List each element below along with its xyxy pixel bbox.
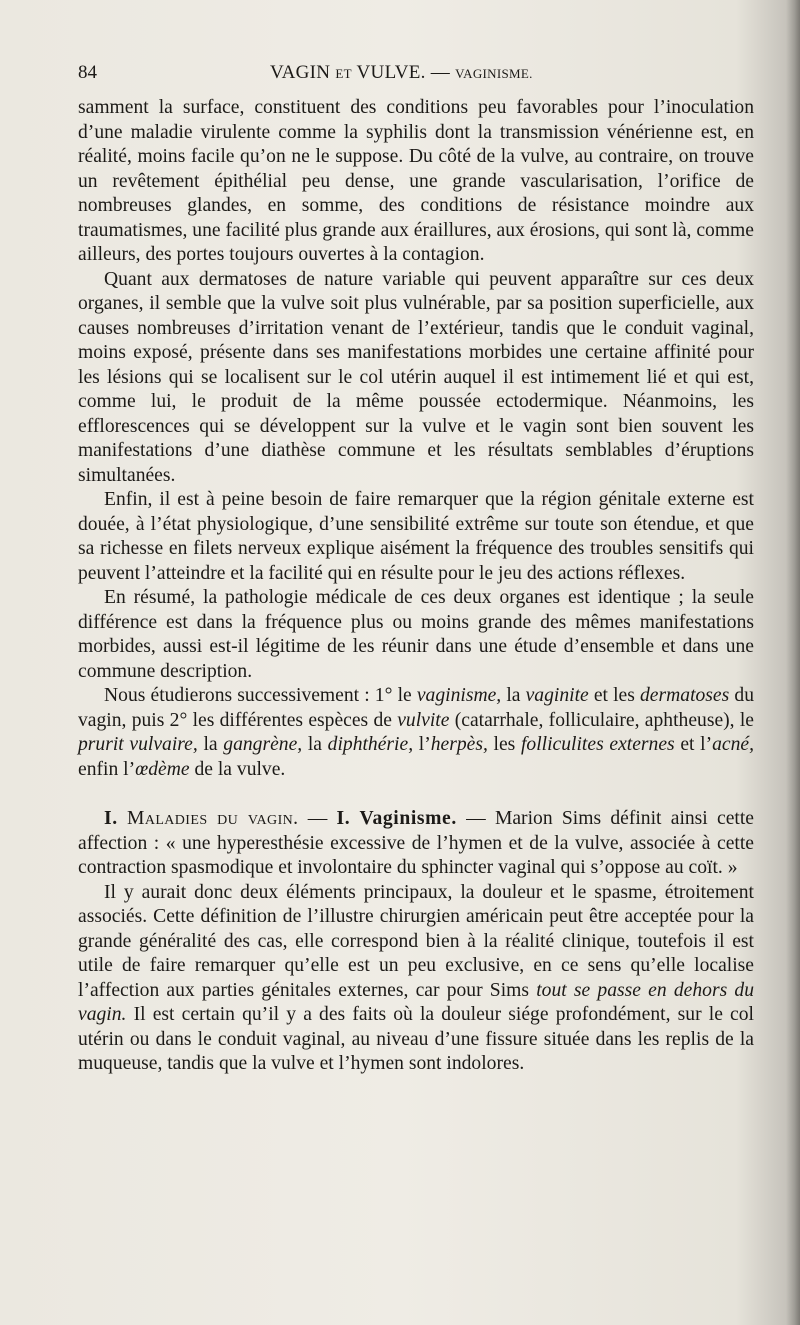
- paragraph-1: samment la surface, constituent des conditions peu favorables pour l’inoculation d’une maladie virulente comme la syphilis dont la transmission vénérienne est, en réalité, moins facile qu’on ne le suppose. Du côté de la vulve, au contraire, on trouve un revêtement épithélial peu dense, une grande vascularisation, l’orifice de nombreuses glandes, en somme, des conditions de résistance moindre aux traumatismes, une facilité plus grande aux éraillures, aux érosions, qui sont là, comme ailleurs, des portes toujours ouvertes à la contagion.: [78, 97, 754, 265]
- italic-quote: tout se passe en dehors du vagin.: [78, 979, 754, 1025]
- italic-term: gangrène,: [223, 734, 303, 755]
- heading-dash: —: [298, 808, 337, 829]
- paragraph-4: En résumé, la pathologie médicale de ces deux organes est identique ; la seule différence est dans la fréquence plus ou moins grande des mêmes manifestations morbides, aussi est-il légitime de les réunir dans une étude d’ensemble et dans une commune description.: [78, 587, 754, 682]
- italic-term: vaginite: [525, 685, 589, 706]
- page-header: [78, 60, 754, 88]
- running-head-title: VAGIN: [270, 62, 331, 83]
- paragraph-3: Enfin, il est à peine besoin de faire remarquer que la région génitale externe est douée, à l’état physiologique, d’une sensibilité extrême sur toute son étendue, et que sa richesse en filets nerveux explique aisément la fréquence des troubles sensitifs qui peuvent l’atteindre et la facilité qui en résulte pour le jeu des actions réflexes.: [78, 489, 754, 584]
- italic-term: œdème: [135, 758, 190, 780]
- page-edge-shadow: [786, 0, 800, 1325]
- running-head-dash: —: [430, 62, 451, 83]
- italic-term: vaginisme,: [416, 685, 502, 706]
- text-run: de la vulve.: [189, 758, 286, 780]
- text-run: Nous étudierons successivement : 1° le: [104, 685, 417, 706]
- text-run: la: [197, 734, 224, 755]
- subsection-heading: Vaginisme.: [359, 808, 457, 829]
- text-run: et l’: [674, 734, 713, 755]
- section-heading: Maladies du vagin.: [127, 808, 299, 829]
- text-run: (catarrhale, folliculaire, aphtheuse), le: [449, 709, 754, 731]
- text-run: du vagin, puis 2° les différentes espèces de: [78, 685, 754, 731]
- running-head-et: ET: [335, 66, 352, 81]
- text-run: enfin l’: [78, 758, 136, 780]
- text-run: la: [501, 685, 526, 706]
- page-body: [78, 96, 754, 1077]
- running-head: [270, 62, 533, 84]
- italic-term: prurit vulvaire,: [78, 734, 198, 755]
- text-run: l’: [413, 734, 431, 755]
- italic-term: vulvite: [397, 709, 450, 731]
- running-head-title-2: VULVE.: [356, 62, 426, 83]
- text-run: Marion Sims définit ainsi cette affection : « une hyperesthésie excessive de l’hymen et de la vulve, associée à cette contraction spasmodique et involontaire du sphincter vaginal qui s’oppose au coït. »: [78, 808, 754, 878]
- text-run: la: [302, 734, 328, 755]
- text-run: Il y aurait donc deux éléments principaux, la douleur et le spasme, étroitement associés. Cette définition de l’illustre chirurgien américain peut être acceptée pour la grande généralité des cas, elle correspond bien à la réalité clinique, toutefois il est utile de faire remarquer qu’elle est un peu exclusive, en ce sens qu’elle localise l’affection aux parties génitales externes, car pour Sims: [78, 881, 754, 1001]
- paragraph-5: [78, 684, 754, 782]
- subsection-numeral: I.: [336, 808, 351, 829]
- paragraph-2: Quant aux dermatoses de nature variable qui peuvent apparaître sur ces deux organes, il semble que la vulve soit plus vulnérable, par sa position superficielle, aux causes nombreuses d’irritation venant de l’extérieur, tandis que le conduit vaginal, moins exposé, présente dans ses manifestations morbides une certaine affinité pour les lésions qui se localisent sur le col utérin auquel il est intimement lié et qui est, comme lui, le produit de la même poussée ectodermique. Néanmoins, les efflorescences qui se développent sur la vulve et le vagin sont bien souvent les manifestations d’une diathèse commune et les résultats semblables d’éruptions simultanées.: [78, 268, 754, 486]
- text-run: et les: [588, 685, 640, 706]
- text-run: les: [487, 734, 521, 755]
- paragraph-7: [78, 881, 754, 1077]
- section-numeral: I.: [104, 808, 118, 829]
- italic-term: acné,: [712, 734, 754, 755]
- text-run: Il est certain qu’il y a des faits où la douleur siége profondément, sur le col utérin ou dans le conduit vaginal, au niveau d’une fissure située dans les replis de la muqueuse, tandis que la vulve et l’hymen sont indolores.: [78, 1004, 754, 1074]
- running-head-subject: VAGINISME.: [455, 66, 533, 81]
- page-number: 84: [78, 62, 97, 83]
- heading-dash: —: [456, 808, 495, 829]
- italic-term: folliculites externes: [520, 734, 675, 755]
- italic-term: diphthérie,: [327, 734, 414, 755]
- italic-term: dermatoses: [640, 685, 730, 706]
- italic-term: herpès,: [430, 734, 488, 755]
- paragraph-6: [78, 807, 754, 881]
